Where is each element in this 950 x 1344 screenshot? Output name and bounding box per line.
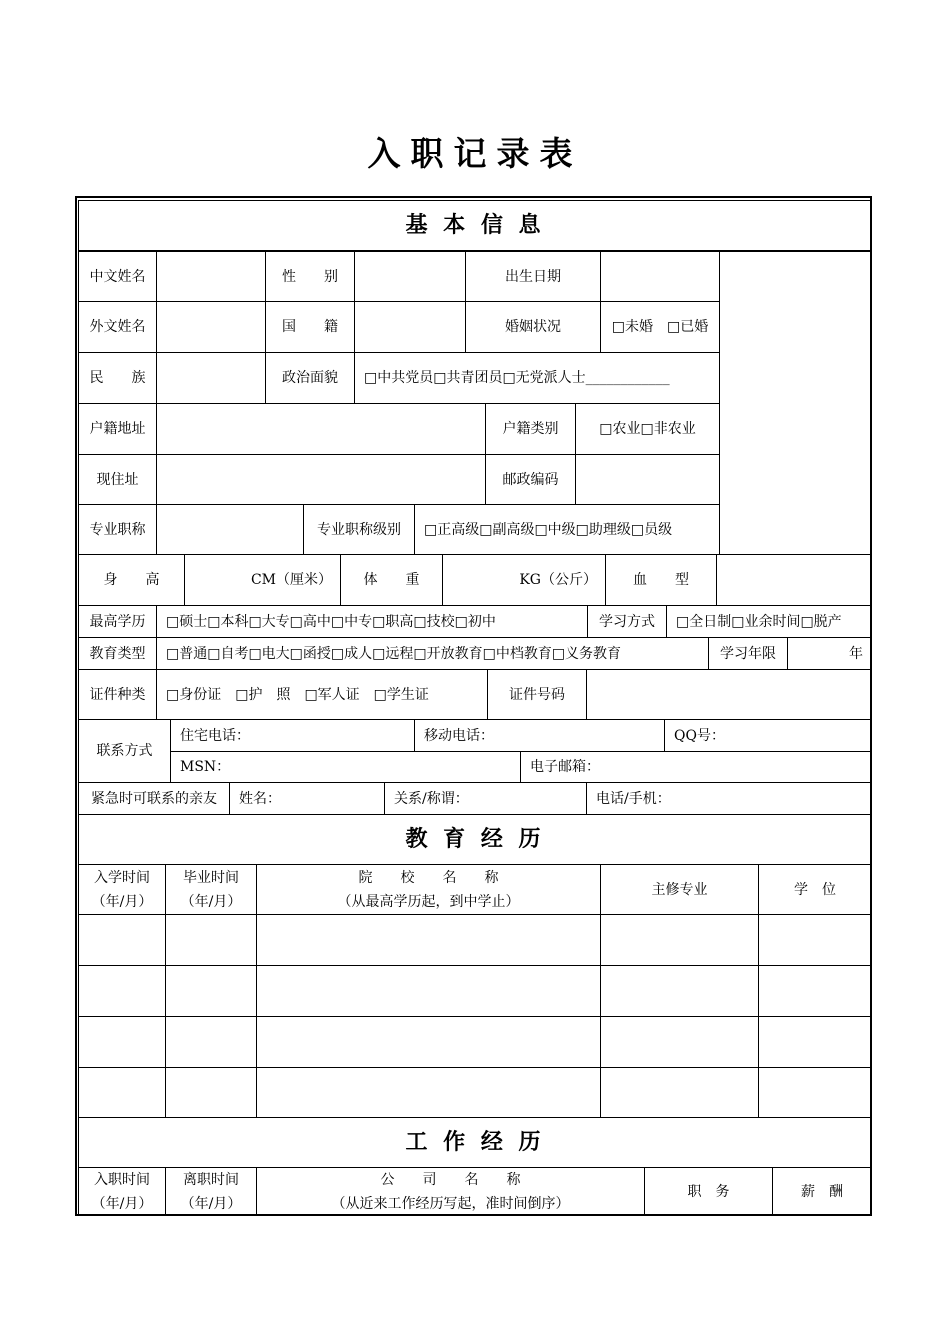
label-chinese-name: 中文姓名 xyxy=(78,251,157,302)
study-mode-options[interactable]: □全日制□业余时间□脱产 xyxy=(666,605,872,638)
label-postal-code: 邮政编码 xyxy=(485,454,576,505)
edu-header-school xyxy=(256,864,601,915)
work-header-position: 职 务 xyxy=(644,1167,773,1216)
page-title: 入职记录表 xyxy=(367,134,583,173)
email-field[interactable]: 电子邮箱： xyxy=(520,751,872,783)
work-header-company xyxy=(256,1167,645,1216)
hukou-address-field[interactable] xyxy=(156,403,486,455)
edu-cell[interactable] xyxy=(758,1067,872,1118)
label-gender: 性 别 xyxy=(265,251,355,302)
edu-cell[interactable] xyxy=(600,965,759,1017)
qq-field[interactable]: QQ号： xyxy=(664,719,872,752)
work-header-end xyxy=(165,1167,257,1216)
label-professional-title: 专业职称 xyxy=(78,504,157,555)
label-birth-date: 出生日期 xyxy=(465,251,601,302)
edu-school-label: 院 校 名 称 xyxy=(358,869,499,886)
label-blood-type: 血 型 xyxy=(605,554,717,606)
title-level-options[interactable]: □正高级□副高级□中级□助理级□员级 xyxy=(414,504,720,555)
work-end-label: 离职时间 xyxy=(183,1171,239,1188)
edu-cell[interactable] xyxy=(78,965,166,1017)
nationality-field[interactable] xyxy=(354,301,466,353)
label-foreign-name: 外文姓名 xyxy=(78,301,157,353)
hukou-options[interactable]: □农业□非农业 xyxy=(575,403,720,455)
chinese-name-field[interactable] xyxy=(156,251,266,302)
current-address-field[interactable] xyxy=(156,454,486,505)
edu-cell[interactable] xyxy=(165,914,257,966)
gender-field[interactable] xyxy=(354,251,466,302)
edu-cell[interactable] xyxy=(600,914,759,966)
emergency-name-field[interactable]: 姓名： xyxy=(229,782,385,815)
edu-header-start xyxy=(78,864,166,915)
height-field[interactable]: CM（厘米） xyxy=(184,554,341,606)
edu-cell[interactable] xyxy=(758,1016,872,1068)
edu-header-major: 主修专业 xyxy=(600,864,759,915)
edu-cell[interactable] xyxy=(256,914,601,966)
label-political-status: 政治面貌 xyxy=(265,352,355,404)
label-education-type: 教育类型 xyxy=(78,637,157,670)
label-id-type: 证件种类 xyxy=(78,669,157,720)
work-header-salary: 薪 酬 xyxy=(772,1167,872,1216)
emergency-relation-field[interactable]: 关系/称谓： xyxy=(384,782,587,815)
work-header-start xyxy=(78,1167,166,1216)
edu-cell[interactable] xyxy=(256,965,601,1017)
work-start-unit: （年/月） xyxy=(91,1195,153,1212)
msn-field[interactable]: MSN： xyxy=(170,751,521,783)
label-height: 身 高 xyxy=(78,554,185,606)
photo-area xyxy=(719,251,872,555)
edu-cell[interactable] xyxy=(758,965,872,1017)
highest-education-options[interactable]: □硕士□本科□大专□高中□中专□职高□技校□初中 xyxy=(156,605,588,638)
label-emergency-contact: 紧急时可联系的亲友 xyxy=(78,782,230,815)
label-study-years: 学习年限 xyxy=(708,637,788,670)
label-marital-status: 婚姻状况 xyxy=(465,301,601,353)
edu-cell[interactable] xyxy=(256,1067,601,1118)
label-contact: 联系方式 xyxy=(78,719,171,783)
label-ethnicity: 民 族 xyxy=(78,352,157,404)
section-basic-info: 基 本 信 息 xyxy=(78,200,872,251)
edu-header-end xyxy=(165,864,257,915)
edu-cell[interactable] xyxy=(758,914,872,966)
edu-end-unit: （年/月） xyxy=(180,893,242,910)
label-highest-education: 最高学历 xyxy=(78,605,157,638)
edu-end-label: 毕业时间 xyxy=(183,869,239,886)
postal-code-field[interactable] xyxy=(575,454,720,505)
label-id-number: 证件号码 xyxy=(487,669,587,720)
edu-cell[interactable] xyxy=(600,1067,759,1118)
weight-field[interactable]: KG（公斤） xyxy=(442,554,606,606)
label-weight: 体 重 xyxy=(340,554,443,606)
foreign-name-field[interactable] xyxy=(156,301,266,353)
edu-cell[interactable] xyxy=(600,1016,759,1068)
edu-start-label: 入学时间 xyxy=(94,869,150,886)
marital-options[interactable]: □未婚 □已婚 xyxy=(600,301,720,353)
edu-cell[interactable] xyxy=(78,1067,166,1118)
emergency-phone-field[interactable]: 电话/手机： xyxy=(586,782,872,815)
edu-start-unit: （年/月） xyxy=(91,893,153,910)
edu-cell[interactable] xyxy=(165,1016,257,1068)
edu-cell[interactable] xyxy=(78,1016,166,1068)
section-work: 工 作 经 历 xyxy=(78,1117,872,1168)
label-hukou-address: 户籍地址 xyxy=(78,403,157,455)
edu-header-degree: 学 位 xyxy=(758,864,872,915)
edu-school-note: （从最高学历起，到中学止） xyxy=(337,893,520,910)
id-number-field[interactable] xyxy=(586,669,872,720)
edu-cell[interactable] xyxy=(165,1067,257,1118)
edu-cell[interactable] xyxy=(78,914,166,966)
ethnicity-field[interactable] xyxy=(156,352,266,404)
birth-date-field[interactable] xyxy=(600,251,720,302)
label-title-level: 专业职称级别 xyxy=(303,504,415,555)
political-options[interactable]: □中共党员□共青团员□无党派人士____________ xyxy=(354,352,720,404)
label-hukou-type: 户籍类别 xyxy=(485,403,576,455)
section-education: 教 育 经 历 xyxy=(78,814,872,865)
work-end-unit: （年/月） xyxy=(180,1195,242,1212)
label-nationality: 国 籍 xyxy=(265,301,355,353)
professional-title-field[interactable] xyxy=(156,504,304,555)
work-company-note: （从近来工作经历写起，准时间倒序） xyxy=(331,1195,570,1212)
label-study-mode: 学习方式 xyxy=(587,605,667,638)
label-current-address: 现住址 xyxy=(78,454,157,505)
mobile-field[interactable]: 移动电话： xyxy=(414,719,665,752)
blood-type-field[interactable] xyxy=(716,554,872,606)
education-type-options[interactable]: □普通□自考□电大□函授□成人□远程□开放教育□中档教育□义务教育 xyxy=(156,637,709,670)
work-start-label: 入职时间 xyxy=(94,1171,150,1188)
study-years-field[interactable]: 年 xyxy=(787,637,872,670)
id-type-options[interactable]: □身份证 □护 照 □军人证 □学生证 xyxy=(156,669,488,720)
work-company-label: 公 司 名 称 xyxy=(380,1171,521,1188)
edu-cell[interactable] xyxy=(165,965,257,1017)
home-phone-field[interactable]: 住宅电话： xyxy=(170,719,415,752)
edu-cell[interactable] xyxy=(256,1016,601,1068)
